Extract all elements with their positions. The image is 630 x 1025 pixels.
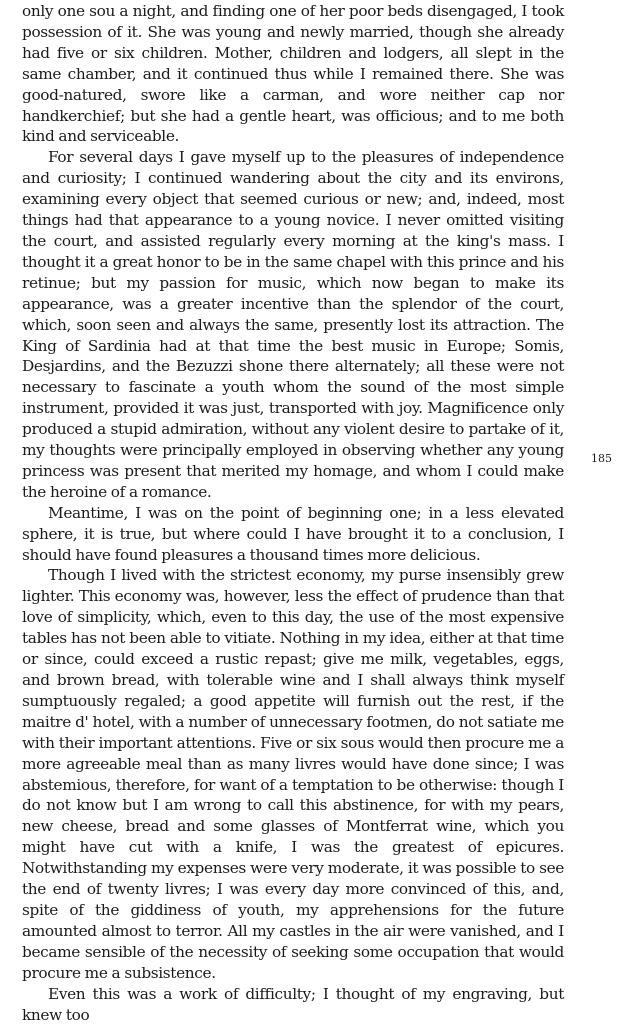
page-body	[22, 1, 564, 1025]
paragraph-meantime: Meantime, I was on the point of beginning one; in a less elevated sphere, it is true, but where could I have brought it to a conclusion, I should have found pleasures a thousand times more delicious.	[22, 503, 564, 564]
paragraph-economy: Though I lived with the strictest economy, my purse insensibly grew lighter. This economy was, however, less the effect of prudence than that love of simplicity, which, even to this day, the use of the most expensive tables has not been able to vitiate. Nothing in my idea, either at that time or since, could exceed a rustic repast; give me milk, vegetables, eggs, and brown bread, with tolerable wine and I shall always think myself sumptuously regaled; a good appetite will furnish out the rest, if the maitre d' hotel, with a number of unnecessary footmen, do not satiate me with their important attentions. Five or six sous would then procure me a more agreeable meal than as many livres would have done since; I was abstemious, therefore, for want of a temptation to be otherwise: though I do not know but I am wrong to call this abstinence, for with my pears, new cheese, bread and some glasses of Montferrat wine, which you might have cut with a knife, I was the greatest of epicures. Notwithstanding my expenses were very moderate, it was possible to see the end of twenty livres; I was every day more convinced of this, and, spite of the giddiness of youth, my apprehensions for the future amounted almost to terror. All my castles in the air were vanished, and I became sensible of the necessity of seeking some occupation that would procure me a subsistence.	[22, 566, 564, 982]
paragraph-independence-curiosity: For several days I gave myself up to the pleasures of independence and curiosity; I continued wandering about the city and its environs, examining every object that seemed curious or new; and, indeed, most things had that appearance to a young novice. I never omitted visiting the court, and assisted regularly every morning at the king's mass. I thought it a great honor to be in the same chapel with this prince and his retinue; but my passion for music, which now began to make its appearance, was a greater incentive than the splendor of the court, which, soon seen and always the same, presently lost its attraction. The King of Sardinia had at that time the best music in Europe; Somis, Desjardins, and the Bezuzzi shone there alternately; all these were not necessary to fascinate a youth whom the sound of the most simple instrument, provided it was just, transported with joy. Magnificence only produced a stupid admiration, without any violent desire to partake of it, my thoughts were principally employed in observing whether any young princess was present that merited my homage, and whom I could make the heroine of a romance.	[22, 148, 564, 501]
page-number: 185	[591, 452, 612, 465]
paragraph-work-of-difficulty: Even this was a work of difficulty; I thought of my engraving, but knew too	[22, 984, 564, 1024]
paragraph-continued: only one sou a night, and finding one of her poor beds disengaged, I took possession of it. She was young and newly married, though she already had five or six children. Mother, children and lodgers, all slept in the same chamber, and it continued thus while I remained there. She was good-natured, swore like a carman, and wore neither cap nor handkerchief; but she had a gentle heart, was officious; and to me both kind and serviceable.	[22, 2, 564, 146]
